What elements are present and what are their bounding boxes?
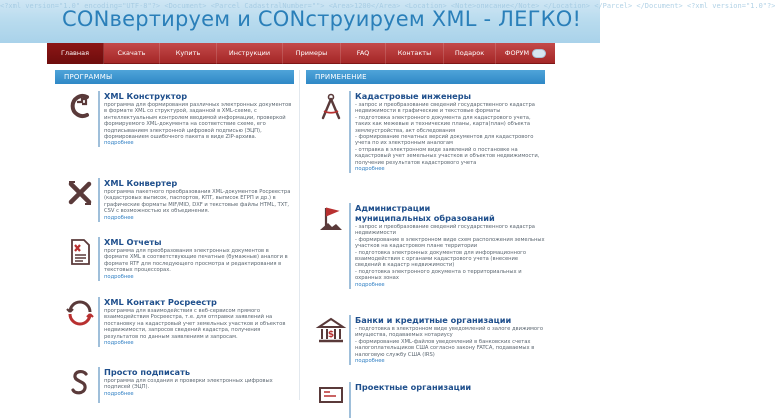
header-banner — [0, 0, 775, 43]
program-description: программа для формирования различных электронных документов в формате XML со структурой, заданной в XML-схеме, с интеллектуальным контролем вводимой информации, проверкой формируемого XML-документа на соответствие схеме, его подписыванием электронной цифровой подписью (ЭЦП), формированием ошибочного пакета в виде ZIP-архива. — [104, 102, 292, 141]
application-header: ПРИМЕНЕНИЕ — [306, 70, 545, 84]
nav-item-buy[interactable]: Купить — [160, 43, 217, 64]
programs-header: ПРОГРАММЫ — [55, 70, 294, 84]
application-description: - запрос и преобразование сведений государственного кадастра недвижимости - формирование в электронном виде схем расположения земельных участков на кадастровом плане территории - подготовка электронных документов для информационного взаимодействия с органами кадастрового учета (внесение сведений в кадастр недвижимости) - подготовка электронного документа о территориальных и охранных зонах — [355, 224, 545, 282]
program-item — [62, 178, 294, 222]
application-description: - запрос и преобразование сведений государственного кадастра недвижимости в графические и текстовые форматы - подготовка электронного документа для кадастрового учета, таких как межевые и технические планы, карта(план) объекта землеустройства, акт обследования - формирование печатных версий документов для кадастрового учета по их электронным аналогам - отправка в электронном виде заявлений о постановке на кадастровый учет земельных участков и объектов недвижимости, получение результатов кадастрового учета — [355, 102, 540, 166]
application-item — [313, 91, 545, 173]
nav-item-examples[interactable]: Примеры — [283, 43, 341, 64]
nav-item-home[interactable]: Главная — [47, 43, 104, 64]
read-more-link[interactable]: подробнее — [104, 140, 134, 147]
program-title[interactable]: XML Контакт Росреестр — [104, 297, 217, 307]
application-title[interactable]: Кадастровые инженеры — [355, 91, 471, 101]
banner-background-xml: <?xml version="1.0" encoding="UTF-8"?> <Document> <Parcel CadastralNumber=""> <Area>1200</Area> <Location> <Note>описание</Note> </Location> </Parcel> </Document> <?xml version="1.0"?> — [0, 2, 775, 10]
read-more-link[interactable]: подробнее — [355, 358, 385, 365]
banner-headline: CONвертируем и CONструируем XML - ЛЕГКО! — [62, 7, 582, 31]
application-title[interactable]: Банки и кредитные организации — [355, 315, 512, 325]
svg-text:$: $ — [327, 330, 335, 340]
application-description: - подготовка в электронном виде уведомлений о залоге движимого имущества, подаваемых нотариусу - формирование XML-файлов уведомлений в банковских счетах налогоплательщиков США согласно закону FATCA, подаваемых в налоговую службу США (IRS) — [355, 326, 543, 358]
program-title[interactable]: XML Конструктор — [104, 91, 188, 101]
program-title[interactable]: XML Отчеты — [104, 237, 162, 247]
nav-item-gift[interactable]: Подарок — [444, 43, 496, 64]
nav-item-forum-label: ФОРУМ — [504, 49, 530, 57]
administration-icon — [313, 203, 349, 239]
read-more-link[interactable]: подробнее — [104, 340, 134, 347]
read-more-link[interactable]: подробнее — [104, 273, 134, 280]
program-description: программа пакетного преобразования XML-документов Росреестра (кадастровых выписок, паспортов, КПТ, выписок ЕГРП и др.) в графические форматы MIF/MID, DXF и текстовые файлы HTML, TXT, CSV с возможностью их объединения. — [104, 189, 291, 215]
program-item — [62, 297, 294, 347]
column-divider — [299, 70, 300, 400]
constructor-icon — [62, 91, 98, 127]
bank-icon — [313, 315, 349, 351]
application-title[interactable]: Проектные организации — [355, 382, 472, 392]
program-description: программа для преобразования электронных документов в формате XML в соответствующие печатные (бумажные) аналоги в формате RTF для последующего просмотра и редактирования в текстовых процессорах. — [104, 248, 288, 274]
program-item — [62, 237, 294, 281]
program-description: программа для взаимодействия с веб-сервисом прямого взаимодействия Росреестра, т.е. для отправки заявлений на постановку на кадастровый учет земельных участков и объектов недвижимости, запросов сведений кадастра, получения результатов по данным заявлениям и запросам. — [104, 308, 286, 340]
surveyor-icon — [313, 91, 349, 127]
program-item — [62, 367, 294, 403]
program-title[interactable]: XML Конвертер — [104, 178, 178, 188]
read-more-link[interactable]: подробнее — [104, 214, 134, 221]
nav-item-forum[interactable] — [496, 43, 555, 64]
reports-icon — [62, 237, 98, 273]
nav-item-faq[interactable]: FAQ — [341, 43, 386, 64]
read-more-link[interactable]: подробнее — [104, 390, 134, 397]
program-item — [62, 91, 294, 147]
application-item — [313, 203, 545, 289]
read-more-link[interactable]: подробнее — [355, 166, 385, 173]
signature-icon — [62, 367, 98, 403]
application-item — [313, 315, 545, 365]
main-nav — [0, 43, 600, 65]
forum-bubble-icon — [532, 49, 546, 58]
program-description: программа для создания и проверки электронных цифровых подписей (ЭЦП). — [104, 378, 273, 391]
project-icon — [313, 382, 349, 418]
nav-item-download[interactable]: Скачать — [104, 43, 160, 64]
contact-icon — [62, 297, 98, 333]
converter-icon — [62, 178, 98, 214]
nav-item-instructions[interactable]: Инструкции — [217, 43, 283, 64]
application-title[interactable]: Администрации муниципальных образований — [355, 203, 495, 223]
read-more-link[interactable]: подробнее — [355, 281, 385, 288]
nav-item-contacts[interactable]: Контакты — [386, 43, 444, 64]
program-title[interactable]: Просто подписать — [104, 367, 191, 377]
application-item — [313, 382, 545, 418]
